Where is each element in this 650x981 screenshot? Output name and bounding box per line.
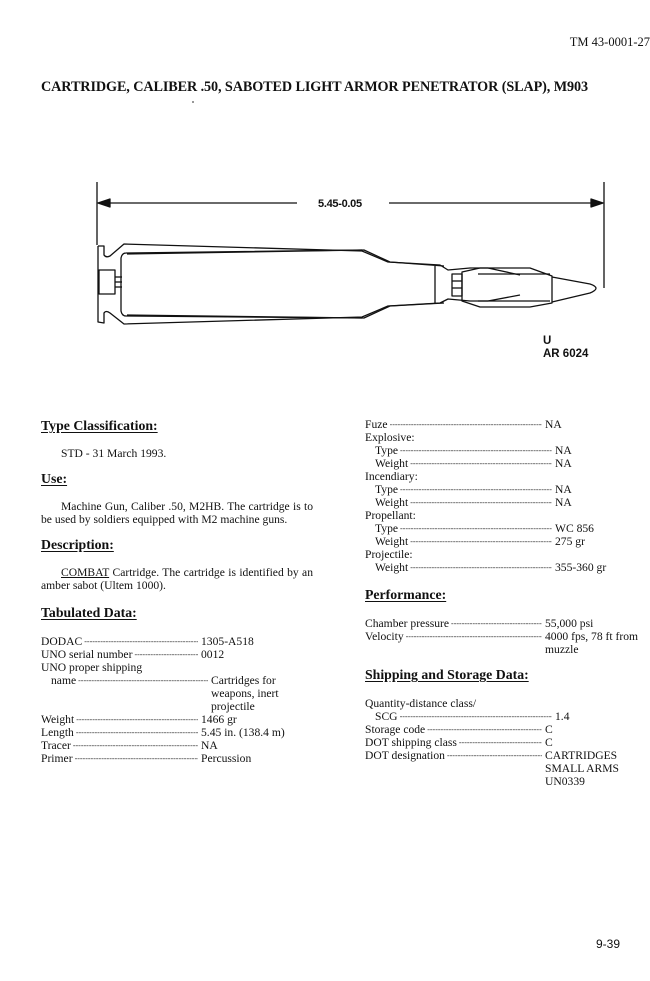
row-label: Type bbox=[375, 444, 399, 457]
table-row bbox=[365, 710, 650, 723]
page-title: CARTRIDGE, CALIBER .50, SABOTED LIGHT ARMOR PENETRATOR (SLAP), M903 bbox=[41, 79, 588, 95]
primer bbox=[99, 270, 115, 294]
tm-number: TM 43-0001-27 bbox=[569, 35, 650, 49]
description-body: Cartridge. The cartridge is identified by an amber sabot (Ultem 1000). bbox=[41, 566, 313, 592]
tabulated-data-table bbox=[41, 635, 313, 765]
row-value: 0012 bbox=[201, 648, 225, 661]
table-row bbox=[365, 457, 650, 470]
case-outline bbox=[98, 244, 520, 324]
row-value: WC 856 bbox=[555, 522, 594, 535]
classification-mark: U bbox=[543, 335, 552, 347]
row-label: Type bbox=[375, 483, 399, 496]
type-classification-text: STD - 31 March 1993. bbox=[61, 447, 167, 460]
row-value: Percussion bbox=[201, 752, 252, 765]
use-heading: Use: bbox=[41, 471, 68, 486]
row-value: C bbox=[545, 723, 553, 736]
row-label: DOT shipping class bbox=[365, 736, 457, 749]
arrowhead-left bbox=[98, 199, 110, 207]
leader-dots bbox=[406, 630, 542, 656]
table-row bbox=[365, 723, 650, 736]
leader-dots bbox=[410, 496, 552, 509]
row-value: NA bbox=[555, 457, 572, 470]
table-row bbox=[365, 496, 650, 509]
row-label: Velocity bbox=[365, 630, 404, 643]
row-label: Weight bbox=[375, 496, 409, 509]
table-row bbox=[365, 617, 650, 630]
row-value: NA bbox=[201, 739, 218, 752]
leader-dots bbox=[400, 522, 552, 535]
group-label: Incendiary: bbox=[365, 470, 418, 483]
row-label: Storage code bbox=[365, 723, 426, 736]
row-label: DODAC bbox=[41, 635, 83, 648]
leader-dots bbox=[78, 674, 208, 713]
figure-code bbox=[543, 335, 588, 361]
performance-table bbox=[365, 617, 650, 656]
type-classification-heading: Type Classification: bbox=[41, 418, 158, 433]
leader-dots bbox=[447, 749, 542, 788]
table-row bbox=[41, 726, 313, 739]
dimension-label: 5.45-0.05 bbox=[318, 198, 362, 210]
row-value: NA bbox=[555, 483, 572, 496]
description-text bbox=[41, 566, 313, 592]
leader-dots bbox=[84, 635, 198, 648]
table-row bbox=[365, 522, 650, 535]
tabulated-data-heading: Tabulated Data: bbox=[41, 605, 137, 620]
row-label: DOT designation bbox=[365, 749, 445, 762]
table-row bbox=[365, 749, 650, 788]
row-label: UNO serial number bbox=[41, 648, 133, 661]
right-column bbox=[365, 418, 650, 788]
row-value: NA bbox=[555, 444, 572, 457]
row-value: CARTRIDGES SMALL ARMS UN0339 bbox=[545, 749, 619, 788]
table-row bbox=[365, 483, 650, 496]
components-table bbox=[365, 418, 650, 574]
row-value: NA bbox=[555, 496, 572, 509]
page-number: 9-39 bbox=[596, 937, 621, 951]
leader-dots bbox=[76, 726, 198, 739]
leader-dots bbox=[76, 713, 198, 726]
row-label: Tracer bbox=[41, 739, 71, 752]
table-row bbox=[41, 713, 313, 726]
table-row bbox=[41, 739, 313, 752]
table-row bbox=[365, 736, 650, 749]
shipping-storage-heading: Shipping and Storage Data: bbox=[365, 667, 529, 682]
leader-dots bbox=[410, 535, 552, 548]
arrowhead-right bbox=[591, 199, 603, 207]
row-value: C bbox=[545, 736, 553, 749]
row-sublabel: name bbox=[51, 674, 77, 687]
leader-dots bbox=[73, 739, 198, 752]
left-column bbox=[41, 418, 313, 765]
leader-dots bbox=[410, 457, 552, 470]
table-row bbox=[41, 635, 313, 648]
row-label: Chamber pressure bbox=[365, 617, 450, 630]
group-label: Explosive: bbox=[365, 431, 415, 444]
table-row bbox=[365, 418, 650, 431]
row-value: 5.45 in. (138.4 m) bbox=[201, 726, 285, 739]
row-label: Weight bbox=[375, 457, 409, 470]
figure-id: AR 6024 bbox=[543, 348, 589, 360]
row-label: Length bbox=[41, 726, 74, 739]
row-value: 55,000 psi bbox=[545, 617, 594, 630]
row-value: 1305-A518 bbox=[201, 635, 254, 648]
row-value: 275 gr bbox=[555, 535, 585, 548]
leader-dots bbox=[451, 617, 542, 630]
row-value: 4000 fps, 78 ft from muzzle bbox=[545, 630, 639, 656]
row-label: Weight bbox=[41, 713, 75, 726]
leader-dots bbox=[75, 752, 198, 765]
table-row bbox=[365, 630, 650, 656]
leader-dots bbox=[410, 561, 552, 574]
row-label: Weight bbox=[375, 561, 409, 574]
group-label: Projectile: bbox=[365, 548, 413, 561]
row-label: Fuze bbox=[365, 418, 388, 431]
table-row bbox=[365, 535, 650, 548]
description-heading: Description: bbox=[41, 537, 114, 552]
table-row bbox=[41, 648, 313, 661]
scan-speck bbox=[192, 101, 194, 103]
sabot-base bbox=[452, 274, 462, 296]
row-value: 1.4 bbox=[555, 710, 570, 723]
description-lead: COMBAT bbox=[61, 566, 110, 579]
leader-dots bbox=[390, 418, 542, 431]
penetrator-tip bbox=[552, 277, 596, 302]
row-label: Quantity-distance class/ bbox=[365, 697, 477, 710]
row-label: Primer bbox=[41, 752, 73, 765]
leader-dots bbox=[400, 444, 552, 457]
performance-heading: Performance: bbox=[365, 587, 447, 602]
row-value: 355-360 gr bbox=[555, 561, 607, 574]
table-row bbox=[365, 444, 650, 457]
leader-dots bbox=[400, 710, 552, 723]
row-sublabel: SCG bbox=[375, 710, 398, 723]
row-value: NA bbox=[545, 418, 562, 431]
row-label: Weight bbox=[375, 535, 409, 548]
table-row bbox=[41, 674, 313, 713]
leader-dots bbox=[459, 736, 542, 749]
row-value: Cartridges for weapons, inert projectile bbox=[211, 674, 279, 713]
row-value: 1466 gr bbox=[201, 713, 237, 726]
leader-dots bbox=[400, 483, 552, 496]
shipping-storage-table bbox=[365, 697, 650, 788]
row-label: Type bbox=[375, 522, 399, 535]
use-text: Machine Gun, Caliber .50, M2HB. The cartridge is to be used by soldiers equipped with M2 machine guns. bbox=[41, 500, 313, 526]
case-inner bbox=[121, 250, 362, 318]
row-label: UNO proper shipping bbox=[41, 661, 143, 674]
leader-dots bbox=[427, 723, 542, 736]
table-row bbox=[365, 561, 650, 574]
table-row bbox=[41, 752, 313, 765]
group-label: Propellant: bbox=[365, 509, 416, 522]
leader-dots bbox=[134, 648, 198, 661]
